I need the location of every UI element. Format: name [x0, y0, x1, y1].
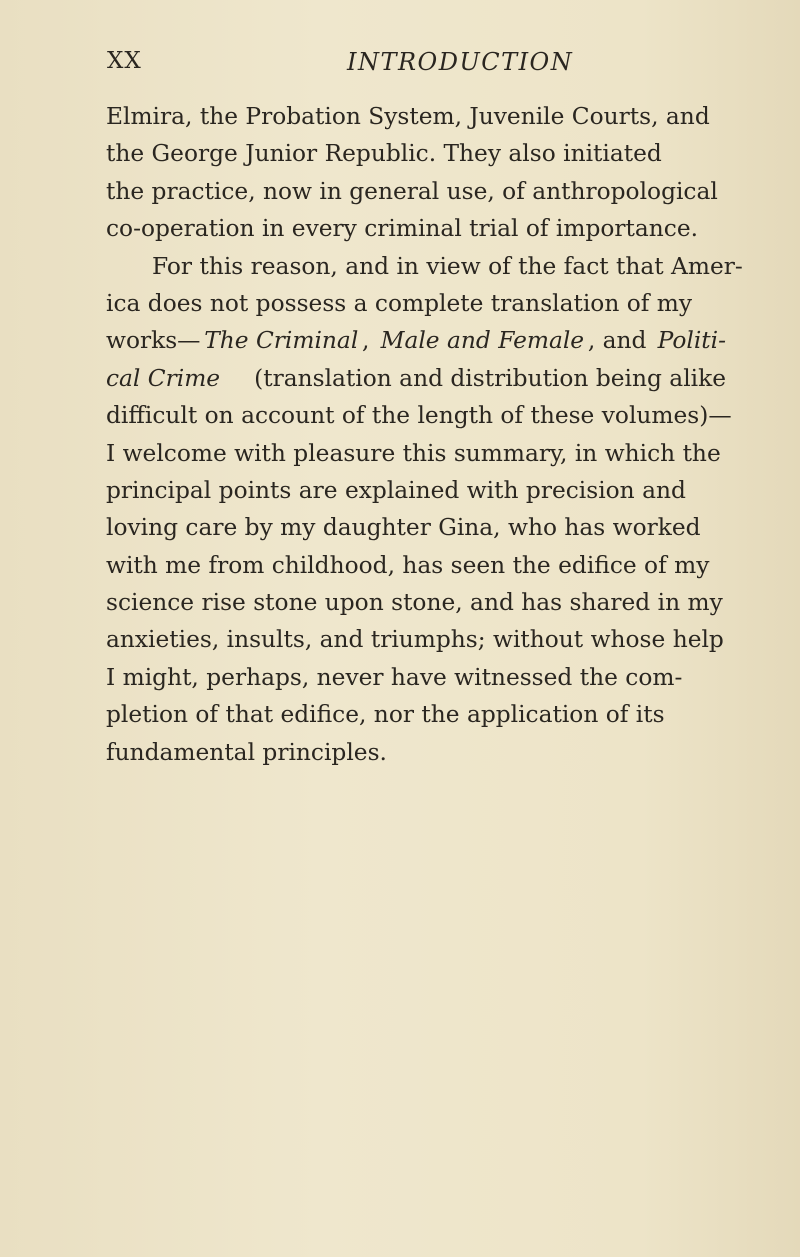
- text-segment: (translation and distribution being alike: [246, 364, 726, 392]
- text-line: co-operation in every criminal trial of importance.: [106, 215, 699, 243]
- book-title-political-crime-end: cal Crime: [106, 364, 221, 392]
- text-line: pletion of that edifice, nor the application of its: [106, 701, 665, 729]
- text-line: For this reason, and in view of the fact that Amer-: [152, 252, 743, 280]
- text-line: ica does not possess a complete translation of my: [106, 289, 693, 317]
- page-header: [107, 48, 707, 88]
- text-line: the George Junior Republic. They also initiated: [106, 140, 662, 168]
- text-line: the practice, now in general use, of anthropological: [106, 177, 718, 205]
- text-line: with me from childhood, has seen the edifice of my: [106, 551, 710, 579]
- text-line: principal points are explained with precision and: [106, 476, 686, 504]
- text-line: difficult on account of the length of these volumes)—: [106, 402, 732, 430]
- text-segment: works—: [106, 327, 201, 355]
- book-title-male-female: Male and Female: [380, 327, 585, 355]
- text-line: science rise stone upon stone, and has shared in my: [106, 589, 723, 617]
- text-line: fundamental principles.: [106, 738, 387, 766]
- text-line: loving care by my daughter Gina, who has worked: [106, 514, 701, 542]
- text-line: anxieties, insults, and triumphs; without whose help: [106, 626, 724, 654]
- body-text: [106, 98, 743, 771]
- text-line: [106, 322, 726, 359]
- book-title-criminal: The Criminal: [204, 327, 359, 355]
- running-head: INTRODUCTION: [347, 48, 574, 76]
- text-segment: ,: [362, 327, 377, 355]
- book-title-political-crime-start: Politi-: [657, 327, 726, 355]
- text-segment: , and: [587, 327, 654, 355]
- text-line: Elmira, the Probation System, Juvenile Courts, and: [106, 103, 710, 130]
- text-line: [106, 360, 726, 397]
- text-line: I welcome with pleasure this summary, in which the: [106, 439, 721, 467]
- page-number: XX: [107, 48, 142, 74]
- text-line: I might, perhaps, never have witnessed the com-: [106, 663, 683, 691]
